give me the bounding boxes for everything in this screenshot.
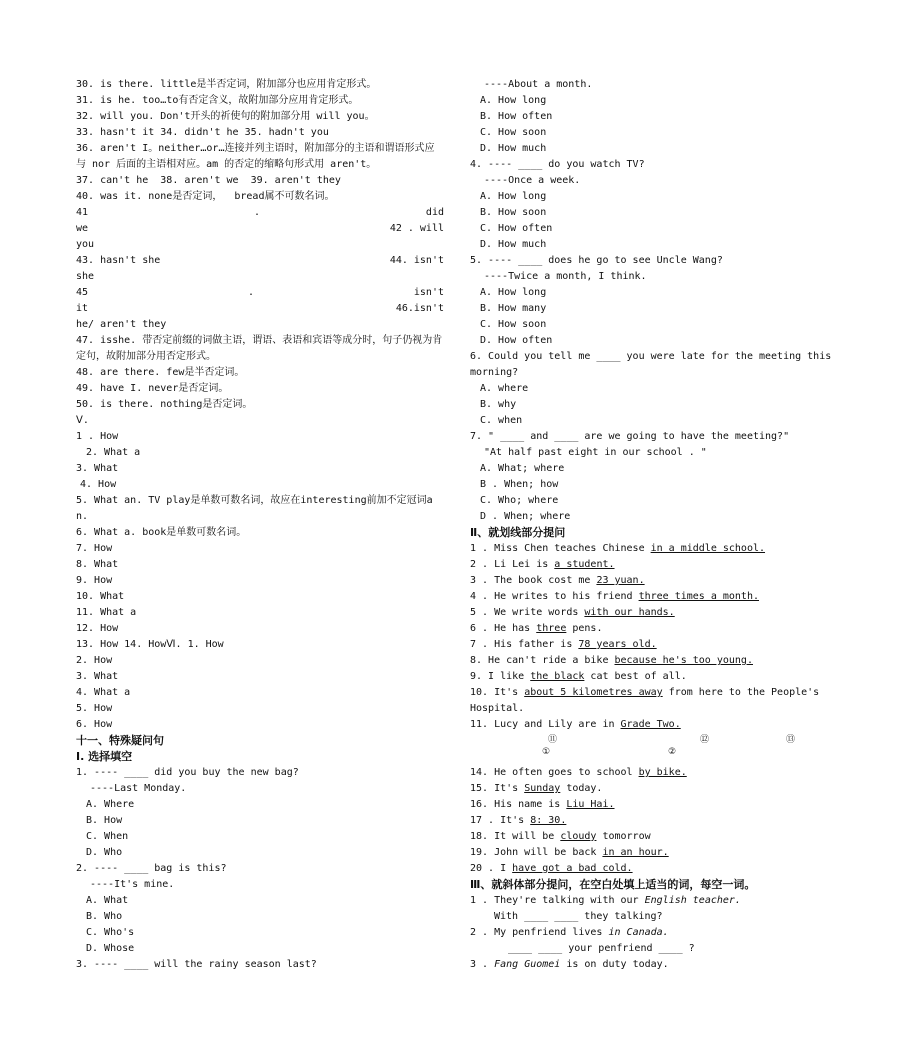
text-fragment: 6 . He has [470,623,537,634]
text-line [470,653,840,669]
text-line [470,541,840,557]
text-line: he/ aren't they [76,319,167,330]
text-line: 32. will you. Don't开头的祈使句的附加部分用 will you。 [76,111,375,122]
text-fragment: 45 [76,287,89,298]
text-line: A. where [480,383,529,394]
text-line: Ⅰ. 选择填空 [76,750,133,763]
text-line: B . When; how [480,479,559,490]
text-line [470,797,840,813]
text-fragment: 14. He often goes to school [470,767,639,778]
text-line [470,621,840,637]
text-line: 9. How [76,575,113,586]
text-line [470,637,840,653]
text-line: 36. aren't I。neither…or…连接并列主语时，附加部分的主语和谓语形式应与 nor 后面的主语相对应。am 的否定的缩略句形式用 aren't。 [76,143,435,170]
text-line: C. When [86,831,129,842]
text-line: Ⅲ、就斜体部分提问，在空白处填上适当的词，每空一词。 [470,878,756,891]
text-line: 48. are there. few是半否定词。 [76,367,245,378]
underlined-part: three [536,623,567,634]
text-line: 8. What [76,559,119,570]
text-line: A. What; where [480,463,565,474]
underlined-part: 78 years old. [578,639,657,650]
underlined-part: in a middle school. [650,543,766,554]
text-line: C. Who; where [480,495,559,506]
text-line: 2. ---- ____ bag is this? [76,863,227,874]
underlined-part: about 5 kilometres away [524,687,663,698]
text-fragment: 43. hasn't she [76,255,161,266]
underlined-part: Liu Hai. [566,799,615,810]
underlined-part: three times a month. [638,591,759,602]
text-line: 47. isshe. 带否定前缀的词做主语，谓语、表语和宾语等成分时，句子仍视为肯定句，故附加部分用否定形式。 [76,335,443,362]
text-line: 4. How [80,479,117,490]
text-line: 6. Could you tell me ____ you were late for the meeting this morning? [470,351,832,378]
text-fragment: 44. isn't [389,255,444,266]
text-line: ____ ____ your penfriend ____ ? [508,943,695,954]
text-line [470,589,840,605]
text-fragment: 46.isn't [395,303,444,314]
text-line: D . When; where [480,511,571,522]
text-line: B. why [480,399,517,410]
text-fragment: 19. John will be back [470,847,603,858]
text-line [470,829,840,845]
text-line [470,605,840,621]
text-line: ----Last Monday. [90,783,187,794]
text-line: she [76,271,95,282]
text-line: 3. ---- ____ will the rainy season last? [76,959,317,970]
text-line: C. How soon [480,319,547,330]
text-fragment: 11. Lucy and Lily are in [470,719,621,730]
text-fragment: 20 . I [470,863,513,874]
underlined-part: Grade Two. [620,719,681,730]
text-line [76,301,444,317]
text-line: 1. ---- ____ did you buy the new bag? [76,767,299,778]
text-fragment: . [247,287,254,298]
text-line: B. How [86,815,123,826]
underlined-part: 23 yuan. [596,575,645,586]
text-fragment: did [425,207,444,218]
text-line: Hospital. [470,703,525,714]
text-line: 33. hasn't it 34. didn't he 35. hadn't you [76,127,329,138]
text-line: A. What [86,895,129,906]
text-line: 1 . How [76,431,119,442]
text-line: A. How long [480,287,547,298]
text-fragment: 4 . He writes to his friend [470,591,639,602]
text-fragment: 2 . My penfriend lives [470,927,609,938]
circled-number: ⑪ [548,735,558,745]
text-fragment: today. [560,783,603,794]
text-line: D. How much [480,239,547,250]
underlined-part: Sunday [524,783,561,794]
text-fragment: pens. [566,623,603,634]
text-line: 6. What a. book是单数可数名词。 [76,527,247,538]
circled-number: ① [542,747,551,757]
text-line: 5. How [76,703,113,714]
text-fragment: 41 [76,207,89,218]
text-line: 40. was it. none是否定词， bread属不可数名词。 [76,191,335,202]
text-line: 11. What a [76,607,137,618]
text-line: you [76,239,95,250]
text-line: 2. What a [86,447,141,458]
text-line: 7. " ____ and ____ are we going to have the meeting?" [470,431,790,442]
text-line: ----Twice a month, I think. [484,271,647,282]
text-line: A. How long [480,191,547,202]
text-fragment: we [76,223,89,234]
text-line: 12. How [76,623,119,634]
text-line [470,669,840,685]
text-fragment: 16. His name is [470,799,567,810]
text-fragment: 17 . It's [470,815,531,826]
text-line: ----About a month. [484,79,593,90]
text-line: B. How soon [480,207,547,218]
text-line [76,253,444,269]
right-column [470,77,840,973]
text-line [470,845,840,861]
text-line: 7. How [76,543,113,554]
text-line: 31. is he. too…to有否定含义，故附加部分应用肯定形式。 [76,95,359,106]
text-fragment: 1 . They're talking with our [470,895,645,906]
text-line [470,749,840,765]
circled-number: ② [668,747,677,757]
text-line: C. Who's [86,927,135,938]
text-line: B. Who [86,911,123,922]
text-line [470,717,840,733]
text-line: Ⅴ. [76,415,89,426]
text-line: 13. How 14. HowⅥ. 1. How [76,639,224,650]
text-line: 30. is there. little是半否定词，附加部分也应用肯定形式。 [76,79,377,90]
text-line [76,221,444,237]
underlined-part: in an hour. [602,847,669,858]
text-line [470,781,840,797]
underlined-part: because he's too young. [614,655,753,666]
text-line: Ⅱ、就划线部分提问 [470,526,566,539]
underlined-part: cloudy [560,831,597,842]
text-line: ----Once a week. [484,175,581,186]
text-fragment: 3 . [470,959,495,970]
text-line [470,861,840,877]
text-fragment: 18. It will be [470,831,561,842]
underlined-part: in Canada. [608,927,669,938]
text-line: ----It's mine. [90,879,175,890]
text-line: 3. What [76,671,119,682]
text-line: B. How often [480,111,553,122]
text-line [470,765,840,781]
text-fragment: . [253,207,260,218]
text-line: "At half past eight in our school . " [484,447,707,458]
text-line: D. Whose [86,943,135,954]
underlined-part: the black [530,671,585,682]
text-fragment: 5 . We write words [470,607,585,618]
text-fragment: 3 . The book cost me [470,575,597,586]
text-line: D. How much [480,143,547,154]
text-fragment: 8. He can't ride a bike [470,655,615,666]
text-line: 37. can't he 38. aren't we 39. aren't they [76,175,341,186]
text-line [470,557,840,573]
left-column [76,77,444,973]
text-line: C. How soon [480,127,547,138]
text-line: 2. How [76,655,113,666]
text-line: 4. ---- ____ do you watch TV? [470,159,645,170]
text-line: 50. is there. nothing是否定词。 [76,399,253,410]
text-fragment: is on duty today. [560,959,669,970]
circled-number: ⑬ [786,735,796,745]
text-line: A. Where [86,799,135,810]
text-fragment: cat best of all. [584,671,687,682]
text-fragment: tomorrow [596,831,651,842]
text-fragment: it [76,303,89,314]
text-line [76,285,444,301]
text-fragment: isn't [413,287,444,298]
text-line [470,925,840,941]
text-line: B. How many [480,303,547,314]
text-line: 十一、特殊疑问句 [76,734,164,747]
underlined-part: have got a bad cold. [512,863,633,874]
text-line: C. How often [480,223,553,234]
text-line: 3. What [76,463,119,474]
text-line [470,685,840,701]
text-fragment: 42 . will [389,223,444,234]
text-fragment: 9. I like [470,671,531,682]
circled-number: ⑫ [700,735,710,745]
underlined-part: 8: 30. [530,815,567,826]
text-fragment: 1 . Miss Chen teaches Chinese [470,543,651,554]
text-line: 49. have I. never是否定词。 [76,383,229,394]
text-line [470,733,840,749]
text-line: 10. What [76,591,125,602]
text-fragment: 2 . Li Lei is [470,559,555,570]
text-line [470,573,840,589]
text-fragment: from here to the People's [662,687,820,698]
underlined-part: a student. [554,559,615,570]
text-line: 4. What a [76,687,131,698]
text-line: A. How long [480,95,547,106]
text-fragment: 7 . His father is [470,639,579,650]
text-line: C. when [480,415,523,426]
text-line: D. How often [480,335,553,346]
text-line: D. Who [86,847,123,858]
text-line: With ____ ____ they talking? [494,911,663,922]
text-line: 6. How [76,719,113,730]
text-fragment: 15. It's [470,783,525,794]
underlined-part: Fang Guomei [494,959,561,970]
text-line [470,893,840,909]
underlined-part: with our hands. [584,607,675,618]
text-line [470,813,840,829]
text-line [76,205,444,221]
text-fragment: 10. It's [470,687,525,698]
underlined-part: by bike. [638,767,687,778]
text-line: 5. What an. TV play是单数可数名词，故应在interesting前加不定冠词an. [76,495,433,522]
text-line: 5. ---- ____ does he go to see Uncle Wang? [470,255,723,266]
text-line [470,957,840,973]
underlined-part: English teacher. [644,895,741,906]
